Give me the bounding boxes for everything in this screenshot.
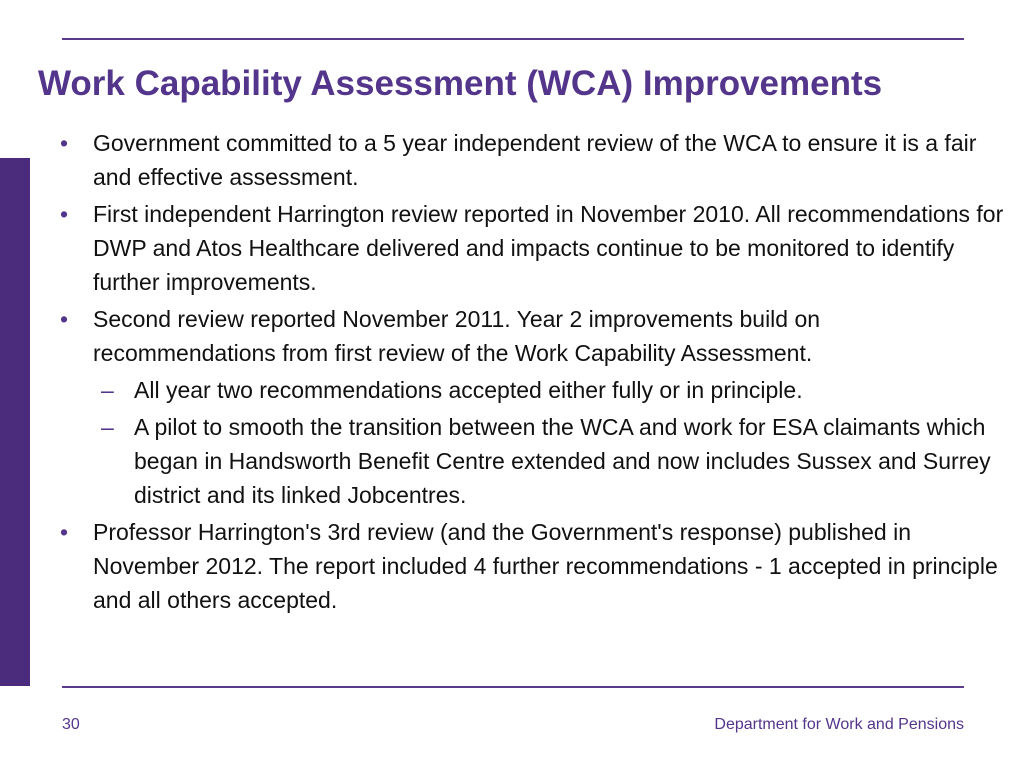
sub-bullet-item [93, 373, 1005, 407]
bullet-item [60, 197, 1005, 299]
bullet-item [60, 126, 1005, 194]
bullet-text: Government committed to a 5 year independent review of the WCA to ensure it is a fair and effective assessment. [93, 130, 977, 190]
slide-title: Work Capability Assessment (WCA) Improvements [38, 64, 883, 103]
bullet-icon: • [60, 130, 69, 156]
bullet-text: Professor Harrington's 3rd review (and the Government's response) published in November 2012. The report included 4 further recommendations - 1 accepted in principle and all others accepted. [93, 519, 998, 613]
bullet-item [60, 515, 1005, 617]
sidebar-accent-bar [0, 158, 30, 686]
bullet-text: First independent Harrington review reported in November 2010. All recommendations for DWP and Atos Healthcare delivered and impacts continue to be monitored to identify further improvements. [93, 201, 1004, 295]
dash-icon: – [101, 414, 114, 440]
bullet-icon: • [60, 201, 69, 227]
sub-bullet-list [93, 373, 1005, 512]
bullet-list [60, 126, 1005, 620]
bullet-icon: • [60, 306, 69, 332]
footer-department: Department for Work and Pensions [714, 716, 964, 733]
page-number: 30 [62, 716, 80, 733]
dash-icon: – [101, 377, 114, 403]
bottom-divider [62, 686, 964, 688]
top-divider [62, 38, 964, 40]
sub-bullet-item [93, 410, 1005, 512]
bullet-icon: • [60, 519, 69, 545]
sub-bullet-text: A pilot to smooth the transition between the WCA and work for ESA claimants which began in Handsworth Benefit Centre extended and now includes Sussex and Surrey district and its linked Jobcentres. [134, 414, 991, 508]
sub-bullet-text: All year two recommendations accepted either fully or in principle. [134, 377, 803, 403]
bullet-item [60, 302, 1005, 512]
bullet-text: Second review reported November 2011. Year 2 improvements build on recommendations from first review of the Work Capability Assessment. [93, 306, 821, 366]
